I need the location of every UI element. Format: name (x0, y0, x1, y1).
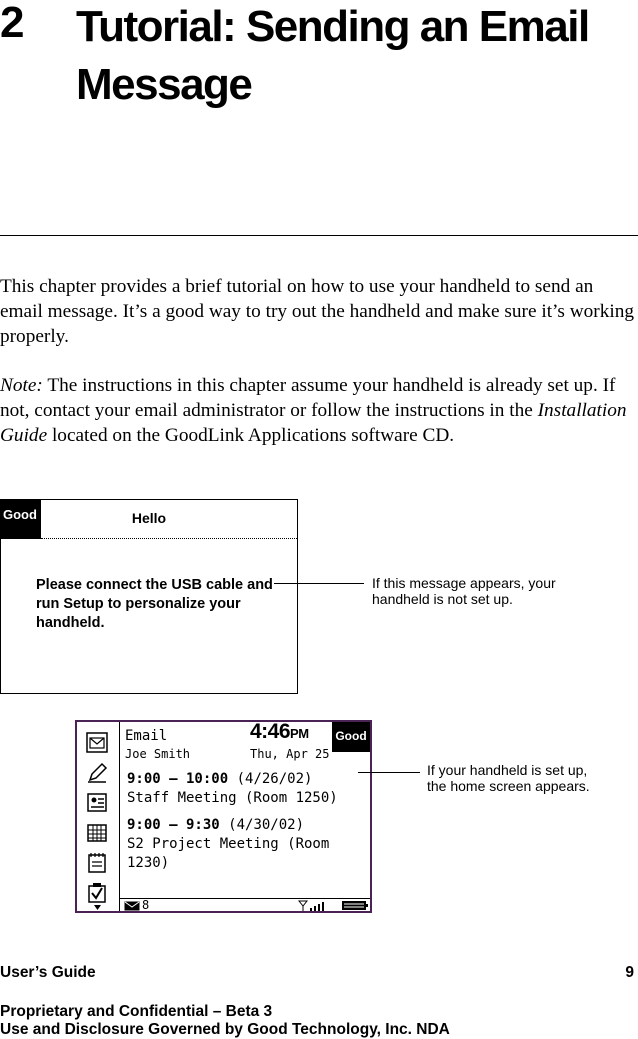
contacts-icon[interactable] (86, 792, 108, 813)
hello-title: Hello (131, 510, 167, 526)
clock-time: 4:46 (250, 720, 291, 743)
appointment[interactable] (127, 816, 372, 873)
message-count: 8 (142, 898, 150, 912)
appointment-time: 9:00 – 10:00 (127, 771, 229, 787)
appointment-date: (4/26/02) (236, 771, 313, 787)
hello-screen (0, 499, 298, 694)
callout-hello: If this message appears, your handheld is not set up. (372, 575, 556, 607)
tasks-icon[interactable] (86, 882, 108, 903)
setup-message: Please connect the USB cable and run Setup to personalize your handheld. (36, 577, 273, 631)
note-text-1: The instructions in this chapter assume your handheld is already set up. If not, contact your email administrator or follow the instructions in the (0, 375, 616, 421)
pen-icon[interactable] (86, 762, 108, 783)
chapter-number: 2 (0, 0, 24, 47)
app-name: Email (125, 728, 168, 744)
installation-guide-ref: Installation Guide (0, 400, 627, 446)
callout-home: If your handheld is set up, the home screen appears. (427, 762, 590, 794)
good-tab: Good (1, 500, 41, 539)
footer-nda: Use and Disclosure Governed by Good Technology, Inc. NDA (0, 1021, 450, 1038)
note-paragraph (0, 373, 636, 448)
footer-confidential: Proprietary and Confidential – Beta 3 (0, 1003, 273, 1020)
note-text-2: located on the GoodLink Applications software CD. (47, 425, 455, 446)
note-label: Note: (0, 375, 43, 396)
appointment-title: S2 Project Meeting (Room 1230) (127, 836, 330, 871)
appointment-date: (4/30/02) (228, 817, 305, 833)
callout-line-hello (274, 583, 364, 584)
battery-icon (342, 901, 368, 910)
good-tab[interactable]: Good (332, 722, 370, 752)
footer-guide-title: User’s Guide (0, 964, 96, 981)
scroll-down-icon[interactable] (94, 905, 101, 910)
app-sidebar (77, 722, 120, 911)
clock (250, 720, 309, 744)
signal-icon (298, 900, 328, 911)
appointment-time: 9:00 – 9:30 (127, 817, 220, 833)
chapter-rule (0, 235, 638, 236)
page-number: 9 (625, 964, 634, 981)
callout-line-home (358, 772, 420, 773)
notes-icon[interactable] (86, 852, 108, 873)
calendar-icon[interactable] (86, 822, 108, 843)
email-icon[interactable] (86, 732, 108, 753)
current-date: Thu, Apr 25 (250, 747, 330, 761)
chapter-title: Tutorial: Sending an Email Message (76, 2, 589, 109)
appointment-title: Staff Meeting (Room 1250) (127, 790, 338, 806)
user-name: Joe Smith (125, 747, 191, 761)
appointment[interactable] (127, 770, 338, 808)
status-bar (120, 898, 370, 912)
intro-paragraph: This chapter provides a brief tutorial on how to use your handheld to send an email message. It’s a good way to try out the handheld and make sure it’s working properly. (0, 276, 634, 347)
title-divider (41, 538, 297, 539)
clock-ampm: PM (290, 726, 309, 741)
envelope-icon (124, 901, 140, 911)
home-screen (75, 720, 372, 913)
